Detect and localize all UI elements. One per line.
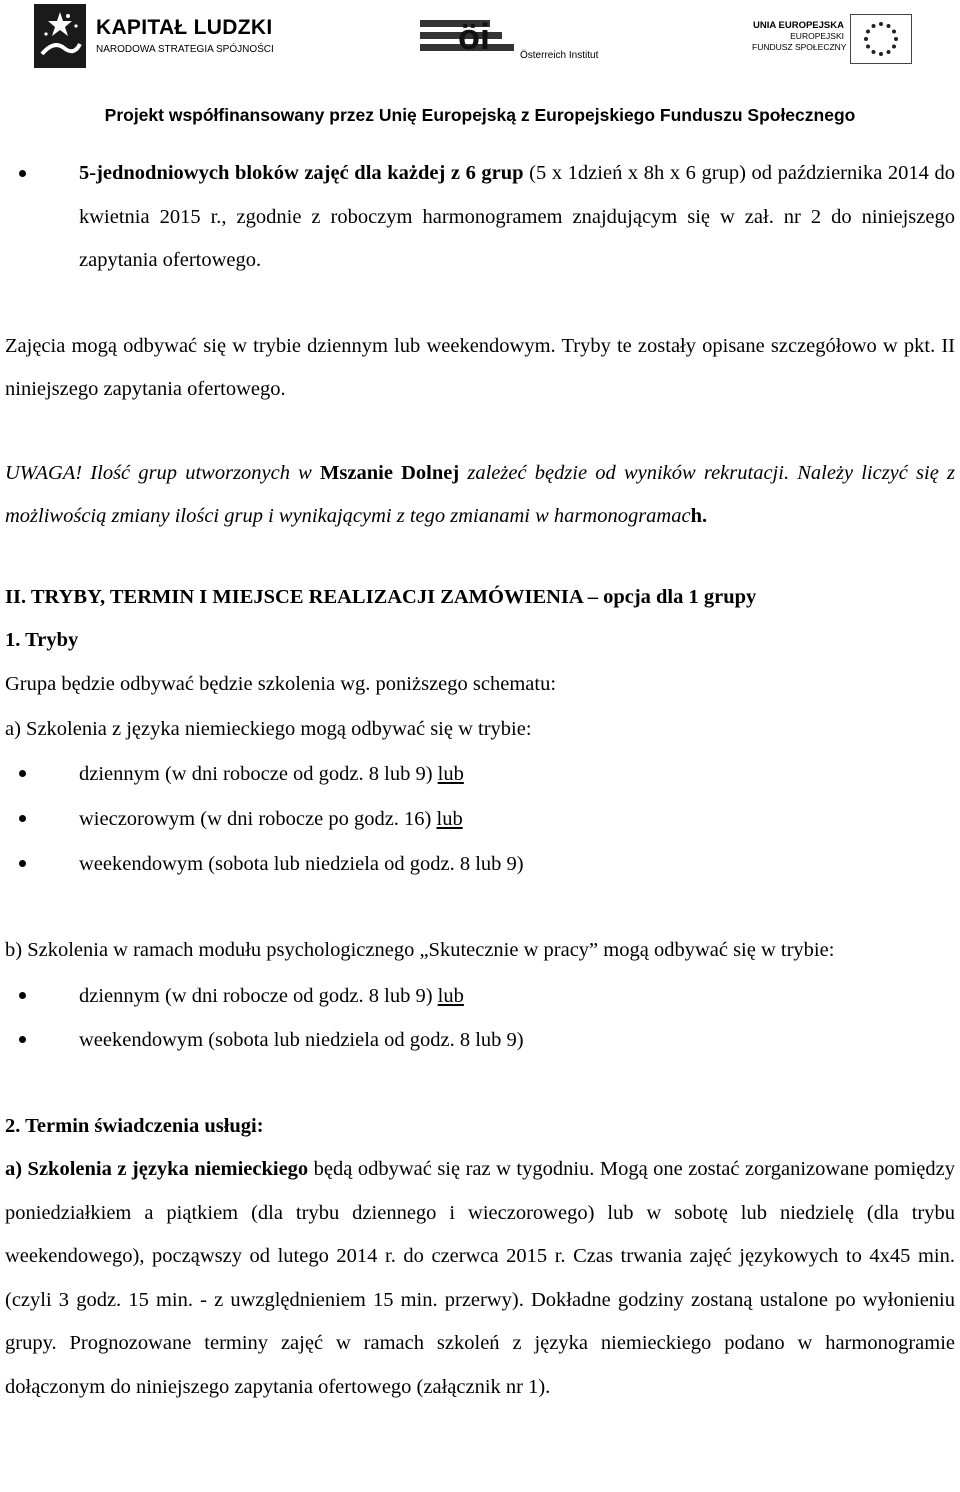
document-body (5, 152, 955, 1409)
option-b-item-2-text: weekendowym (sobota lub niedziela od godz. 8 lub 9) (79, 1029, 524, 1051)
eu-flag-icon (850, 14, 912, 64)
option-a-item-1-text: dziennym (w dni robocze od godz. 8 lub 9) (79, 762, 438, 785)
termin-paragraph (5, 1148, 955, 1409)
bullet-blocks-bold: 5-jednodniowych bloków zajęć dla każdej z 6 grup (79, 162, 524, 184)
option-a-item-2 (5, 797, 955, 842)
option-a-item-3 (5, 842, 955, 887)
option-b-item-1 (5, 974, 955, 1018)
kapital-ludzki-subtitle: NARODOWA STRATEGIA SPÓJNOŚCI (96, 44, 274, 55)
bullet-blocks-text: (5 x 1dzień x 8h x 6 grup) od października 2014 do kwietnia 2015 r., zgodnie z roboczym harmonogramem znajdującym się w zał. nr 2 do niniejszego zapytania ofertowego. (79, 162, 955, 271)
eu-logo-line1: UNIA EUROPEJSKA (753, 20, 844, 31)
option-b-intro: b) Szkolenia w ramach modułu psychologicznego „Skutecznie w pracy” mogą odbywać się w trybie: (5, 938, 835, 961)
subsection-tryby-title: 1. Tryby (5, 628, 79, 651)
eu-logo-line3: FUNDUSZ SPOŁECZNY (752, 42, 847, 52)
para-modes: Zajęcia mogą odbywać się w trybie dziennym lub weekendowym. Tryby te zostały opisane szczegółowo w pkt. II niniejszego zapytania ofertowego. (5, 334, 955, 400)
kapital-ludzki-title: KAPITAŁ LUDZKI (96, 16, 273, 39)
page-header (0, 0, 960, 80)
project-cofinancing-line: Projekt współfinansowany przez Unię Europejską z Europejskiego Funduszu Społecznego (104, 105, 856, 125)
uwaga-place: Mszanie Dolnej (320, 461, 460, 484)
option-b-item-1-text: dziennym (w dni robocze od godz. 8 lub 9) (79, 985, 438, 1007)
termin-lead-a: a) Szkolenia z języka niemieckiego (5, 1158, 309, 1180)
option-a-item-2-lub: lub (436, 807, 463, 830)
oi-mark-icon: öi (458, 16, 490, 57)
uwaga-part1: UWAGA! Ilość grup utworzonych w (5, 461, 321, 484)
option-a-item-1 (5, 752, 955, 797)
option-b-item-2 (5, 1018, 955, 1062)
kapital-ludzki-logo (34, 4, 274, 68)
option-a-item-2-text: wieczorowym (w dni robocze po godz. 16) (79, 807, 437, 830)
option-a-item-3-text: weekendowym (sobota lub niedziela od godz. 8 lub 9) (79, 852, 524, 875)
bullet-blocks (5, 152, 955, 283)
uwaga-note (5, 452, 955, 539)
section-2-title: II. TRYBY, TERMIN I MIEJSCE REALIZACJI ZAMÓWIENIA – opcja dla 1 grupy (5, 585, 757, 608)
osterreich-institut-logo (420, 14, 600, 64)
option-b-item-1-lub: lub (437, 985, 464, 1007)
eu-logo-text (752, 20, 847, 53)
osterreich-institut-text: Österreich Institut (520, 50, 599, 61)
termin-text: będą odbywać się raz w tygodniu. Mogą one zostać zorganizowane pomiędzy poniedziałkiem a piątkiem (dla trybu dziennego i wieczorowego) lub w sobotę lub niedzielę (dla trybu weekendowego), począwszy od lutego 2014 r. do czerwca 2015 r. Czas trwania zajęć językowych to 4x45 min. (czyli 3 godz. 15 min. - z uwzględnieniem 15 min. przerwy). Dokładne godziny zostaną ustalone po wyłonieniu grupy. Prognozowane terminy zajęć w ramach szkoleń z języka niemieckiego podano w harmonogramie dołączonym do niniejszego zapytania ofertowego (załącznik nr 1). (5, 1158, 955, 1398)
subsection-termin-title: 2. Termin świadczenia usługi: (5, 1115, 264, 1137)
option-a-item-1-lub: lub (437, 762, 464, 785)
uwaga-part3: zależeć będzie od wyników rekrutacji. Należy liczyć się z możliwością zmiany ilości grup i wynikającymi z tego zmianami w harmonogramac (5, 461, 955, 527)
option-a-intro: a) Szkolenia z języka niemieckiego mogą odbywać się w trybie: (5, 717, 532, 740)
eu-logo-line2: EUROPEJSKI (790, 31, 844, 41)
tryby-intro: Grupa będzie odbywać będzie szkolenia wg. poniższego schematu: (5, 672, 557, 695)
uwaga-part4: h. (690, 505, 708, 527)
eu-social-fund-logo (752, 12, 910, 66)
kapital-ludzki-mark-icon (34, 4, 86, 68)
